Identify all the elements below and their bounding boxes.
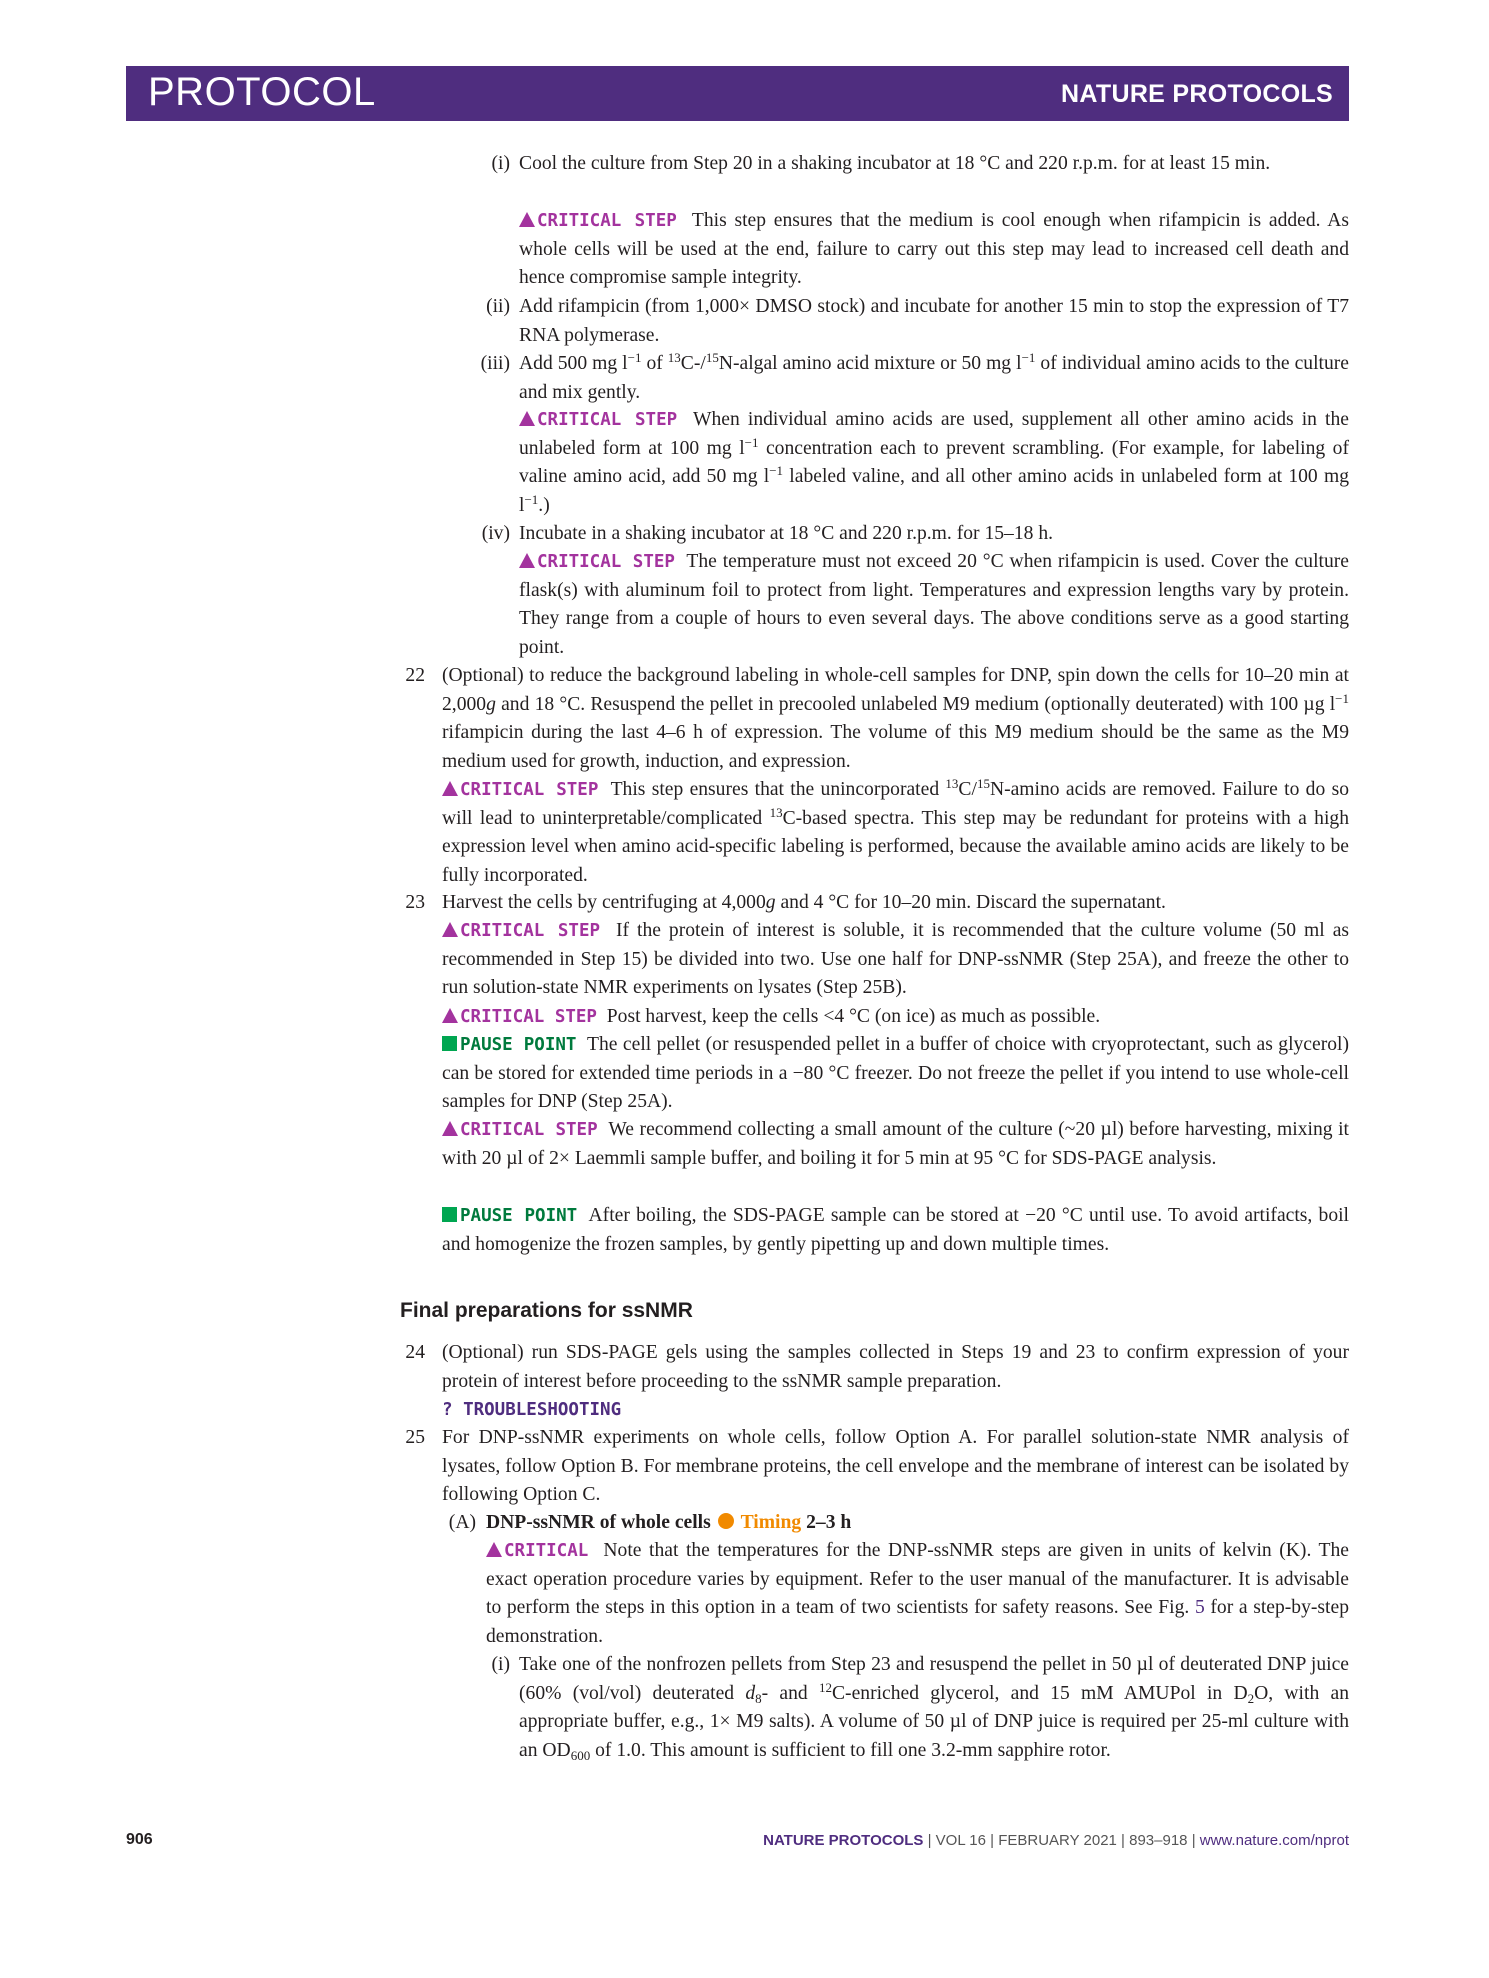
- step-number: 25: [405, 1427, 425, 1448]
- substep-label: (i): [491, 153, 510, 174]
- pause-point-label: PAUSE POINT: [460, 1035, 577, 1055]
- pause-point-label: PAUSE POINT: [460, 1206, 578, 1226]
- critical-step-note: CRITICAL STEP If the protein of interest is soluble, it is recommended that the culture volume (50 ml as recommended in Step 15) be divided into two. Use one half for DNP-ssNMR (Step 25A), and freeze the other to run solution-state NMR experiments on lysates (Step 25B).: [442, 920, 1350, 998]
- critical-step-note: CRITICAL STEP The temperature must not exceed 20 °C when rifampicin is used. Cover the culture flask(s) with aluminum foil to protect from light. Temperatures and expression lengths vary by protein. They range from a couple of hours to even several days. The above conditions serve as a good starting point.: [519, 551, 1349, 658]
- pause-point-note: PAUSE POINT After boiling, the SDS-PAGE sample can be stored at −20 °C until use. To avoid artifacts, boil and homogenize the frozen samples, by gently pipetting up and down multiple times.: [442, 1205, 1350, 1255]
- step-number: 23: [405, 892, 425, 913]
- critical-step-note: [519, 207, 1349, 293]
- substep-label: (iii): [480, 353, 510, 374]
- critical-triangle-icon: [442, 922, 458, 937]
- option-title: DNP-ssNMR of whole cells Timing 2–3 h: [486, 1512, 852, 1533]
- step-text: For DNP-ssNMR experiments on whole cells, follow Option A. For parallel solution-state NMR analysis of lysates, follow Option B. For membrane proteins, the cell envelope and the membrane of interest can be isolated by following Option C.: [442, 1427, 1349, 1505]
- pause-square-icon: [442, 1207, 457, 1222]
- journal-url-link[interactable]: www.nature.com/nprot: [1199, 1832, 1349, 1849]
- page-header: [126, 66, 1349, 121]
- critical-step-label: CRITICAL STEP: [537, 410, 678, 430]
- critical-triangle-icon: [442, 1121, 458, 1136]
- section-label: PROTOCOL: [148, 70, 376, 114]
- critical-triangle-icon: [519, 411, 535, 426]
- substep-text: Add rifampicin (from 1,000× DMSO stock) and incubate for another 15 min to stop the expression of T7 RNA polymerase.: [519, 296, 1349, 346]
- substep-label: (ii): [486, 296, 510, 317]
- page-number: 906: [126, 1831, 153, 1848]
- critical-step-label: CRITICAL STEP: [537, 552, 675, 572]
- pause-square-icon: [442, 1036, 457, 1051]
- step-text: (Optional) run SDS-PAGE gels using the samples collected in Steps 19 and 23 to confirm expression of your protein of interest before proceeding to the ssNMR sample preparation.: [442, 1342, 1349, 1392]
- critical-step-label: CRITICAL STEP: [460, 1007, 597, 1027]
- substep-text: Cool the culture from Step 20 in a shaking incubator at 18 °C and 220 r.p.m. for at least 15 min.: [519, 153, 1271, 174]
- step-number: 22: [405, 665, 425, 686]
- substep-text: Add 500 mg $l^{-1}$ of $^{13}$C-/$^{15}$N-algal amino acid mixture or 50 mg $l^{-1}$ of individual amino acids to the culture and mix gently.: [519, 350, 1349, 403]
- option-label: (A): [448, 1512, 476, 1533]
- critical-step-label: CRITICAL STEP: [460, 921, 601, 941]
- critical-note: CRITICAL Note that the temperatures for the DNP-ssNMR steps are given in units of kelvin (K). The exact operation procedure varies by equipment. Refer to the user manual of the manufacturer. It is advisable to perform the steps in this option in a team of two scientists for safety reasons. See Fig. 5 for a step-by-step demonstration.: [486, 1540, 1350, 1647]
- pause-point-note: PAUSE POINT The cell pellet (or resuspended pellet in a buffer of choice with cryoprotectant, such as glycerol) can be stored for extended time periods in a −80 °C freezer. Do not freeze the pellet if you intend to use whole-cell samples for DNP (Step 25A).: [442, 1034, 1349, 1112]
- substep-label: (iv): [481, 523, 510, 544]
- critical-step-note: CRITICAL STEP This step ensures that the unincorporated $^{13}$C/$^{15}$N-amino acids are removed. Failure to do so will lead to uninterpretable/complicated $^{13}$C-based spectra. This step may be redundant for proteins with a high expression level when amino acid-specific labeling is performed, because the available amino acids are likely to be fully incorporated.: [442, 776, 1349, 886]
- critical-triangle-icon: [519, 212, 535, 227]
- journal-name: NATURE PROTOCOLS: [1061, 80, 1333, 108]
- critical-triangle-icon: [442, 781, 458, 796]
- footer-citation: NATURE PROTOCOLS | VOL 16 | FEBRUARY 2021 | 893–918 | www.nature.com/nprot: [763, 1832, 1349, 1849]
- substep-text: Take one of the nonfrozen pellets from Step 23 and resuspend the pellet in 50 µl of deuterated DNP juice (60% (vol/vol) deuterated $d_8-$ and $^{12}$C-enriched glycerol, and 15 mM AMUPol in $D_2O$, with an appropriate buffer, e.g., 1× M9 salts). A volume of 50 µl of DNP juice is required per 25-ml culture with an $OD_{600}$ of 1.0. This amount is sufficient to fill one 3.2-mm sapphire rotor.: [519, 1654, 1349, 1763]
- critical-triangle-icon: [442, 1008, 458, 1023]
- substep-text: Incubate in a shaking incubator at 18 °C and 220 r.p.m. for 15–18 h.: [519, 523, 1054, 544]
- critical-step-label: CRITICAL STEP: [460, 1120, 598, 1140]
- critical-step-text: This step ensures that the medium is cool enough when rifampicin is added. As whole cells will be used at the end, failure to carry out this step may lead to increased cell death and hence compromise sample integrity.: [519, 210, 1349, 288]
- step-number: 24: [405, 1342, 425, 1363]
- critical-step-label: CRITICAL STEP: [460, 780, 599, 800]
- critical-triangle-icon: [519, 553, 535, 568]
- figure-link[interactable]: 5: [1194, 1597, 1205, 1618]
- critical-step-note: CRITICAL STEP When individual amino acids are used, supplement all other amino acids in the unlabeled form at 100 mg $l^{-1}$ concentration each to prevent scrambling. (For example, for labeling of valine amino acid, add 50 mg $l^{-1}$ labeled valine, and all other amino acids in unlabeled form at 100 mg $l^{-1}$.): [519, 409, 1350, 516]
- substep-label: (i): [491, 1654, 510, 1675]
- section-heading: Final preparations for ssNMR: [400, 1299, 693, 1322]
- step-text: Harvest the cells by centrifuging at 4,000g and 4 °C for 10–20 min. Discard the supernatant.: [442, 892, 1166, 913]
- timing-dot-icon: [718, 1513, 734, 1529]
- critical-triangle-icon: [486, 1542, 502, 1557]
- step-text: (Optional) to reduce the background labeling in whole-cell samples for DNP, spin down the cells for 10–20 min at 2,000g and 18 °C. Resuspend the pellet in precooled unlabeled M9 medium (optionally deuterated) with 100 µg $l^{-1}$ rifampicin during the last 4–6 h of expression. The volume of this M9 medium should be the same as the M9 medium used for growth, induction, and expression.: [442, 665, 1349, 772]
- critical-label: CRITICAL: [504, 1541, 589, 1561]
- critical-step-label: CRITICAL STEP: [537, 211, 677, 231]
- critical-step-note: CRITICAL STEP Post harvest, keep the cells <4 °C (on ice) as much as possible.: [442, 1003, 1349, 1032]
- troubleshooting-link[interactable]: ? TROUBLESHOOTING: [442, 1400, 622, 1420]
- critical-step-note: CRITICAL STEP We recommend collecting a small amount of the culture (~20 µl) before harvesting, mixing it with 20 µl of 2× Laemmli sample buffer, and boiling it for 5 min at 95 °C for SDS-PAGE analysis.: [442, 1119, 1349, 1169]
